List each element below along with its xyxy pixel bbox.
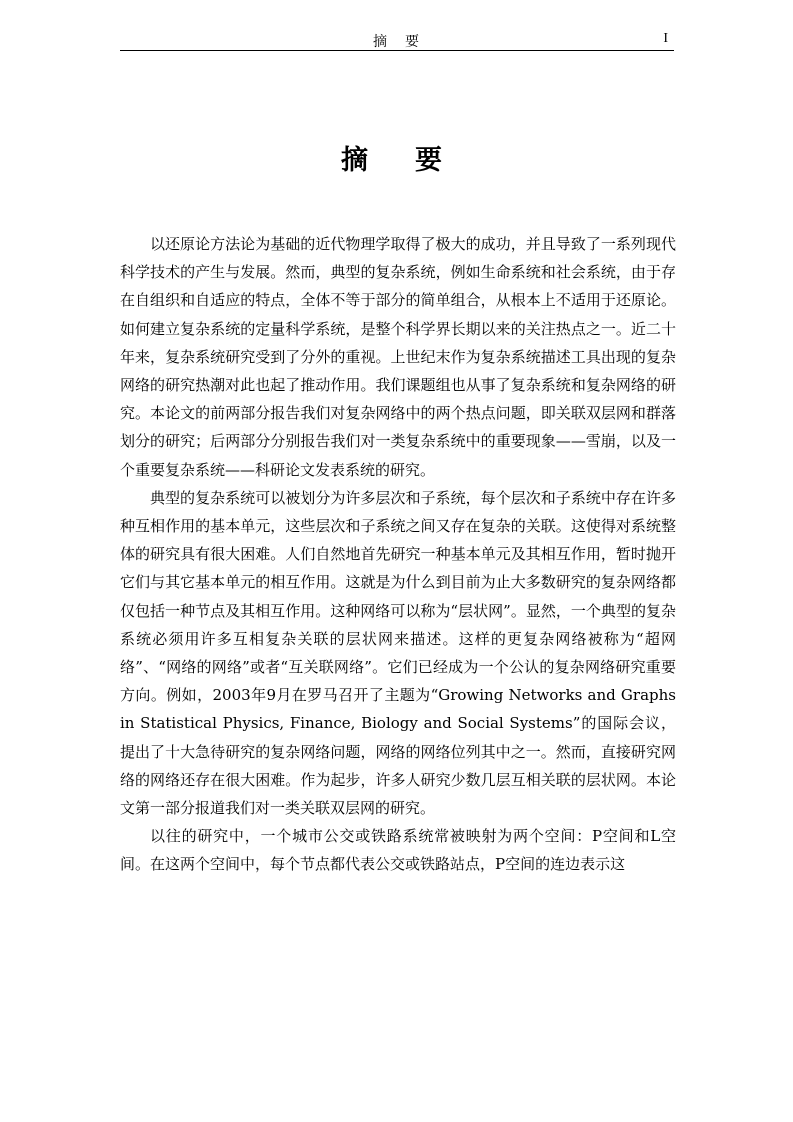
running-header xyxy=(120,30,674,51)
page-title: 摘 要 xyxy=(341,145,452,177)
abstract-body xyxy=(120,230,676,879)
running-header-title: 摘 要 xyxy=(373,34,421,50)
paragraph: 典型的复杂系统可以被划分为许多层次和子系统，每个层次和子系统中存在许多种互相作用的基本单元，这些层次和子系统之间又存在复杂的关联。这使得对系统整体的研究具有很大困难。人们自然地首先研究一种基本单元及其相互作用，暂时抛开它们与其它基本单元的相互作用。这就是为什么到目前为止大多数研究的复杂网络都仅包括一种节点及其相互作用。这种网络可以称为“层状网”。显然，一个典型的复杂系统必须用许多互相复杂关联的层状网来描述。这样的更复杂网络被称为“超网络”、“网络的网络”或者“互关联网络”。它们已经成为一个公认的复杂网络研究重要方向。例如，2003年9月在罗马召开了主题为“Growing Networks and Graphs in Statistical Physics, Finance, Biology and Social Systems”的国际会议，提出了十大急待研究的复杂网络问题，网络的网络位列其中之一。然而，直接研究网络的网络还存在很大困难。作为起步，许多人研究少数几层互相关联的层状网。本论文第一部分报道我们对一类关联双层网的研究。 xyxy=(120,488,676,818)
paragraph: 以还原论方法论为基础的近代物理学取得了极大的成功，并且导致了一系列现代科学技术的产生与发展。然而，典型的复杂系统，例如生命系统和社会系统，由于存在自组织和自适应的特点，全体不等于部分的简单组合，从根本上不适用于还原论。如何建立复杂系统的定量科学系统，是整个科学界长期以来的关注热点之一。近二十年来，复杂系统研究受到了分外的重视。上世纪末作为复杂系统描述工具出现的复杂网络的研究热潮对此也起了推动作用。我们课题组也从事了复杂系统和复杂网络的研究。本论文的前两部分报告我们对复杂网络中的两个热点问题，即关联双层网和群落划分的研究；后两部分分别报告我们对一类复杂系统中的重要现象——雪崩，以及一个重要复杂系统——科研论文发表系统的研究。 xyxy=(120,235,676,479)
paragraph: 以往的研究中，一个城市公交或铁路系统常被映射为两个空间：P空间和L空间。在这两个空间中，每个节点都代表公交或铁路站点，P空间的连边表示这 xyxy=(120,827,676,874)
page-number: I xyxy=(663,31,668,46)
